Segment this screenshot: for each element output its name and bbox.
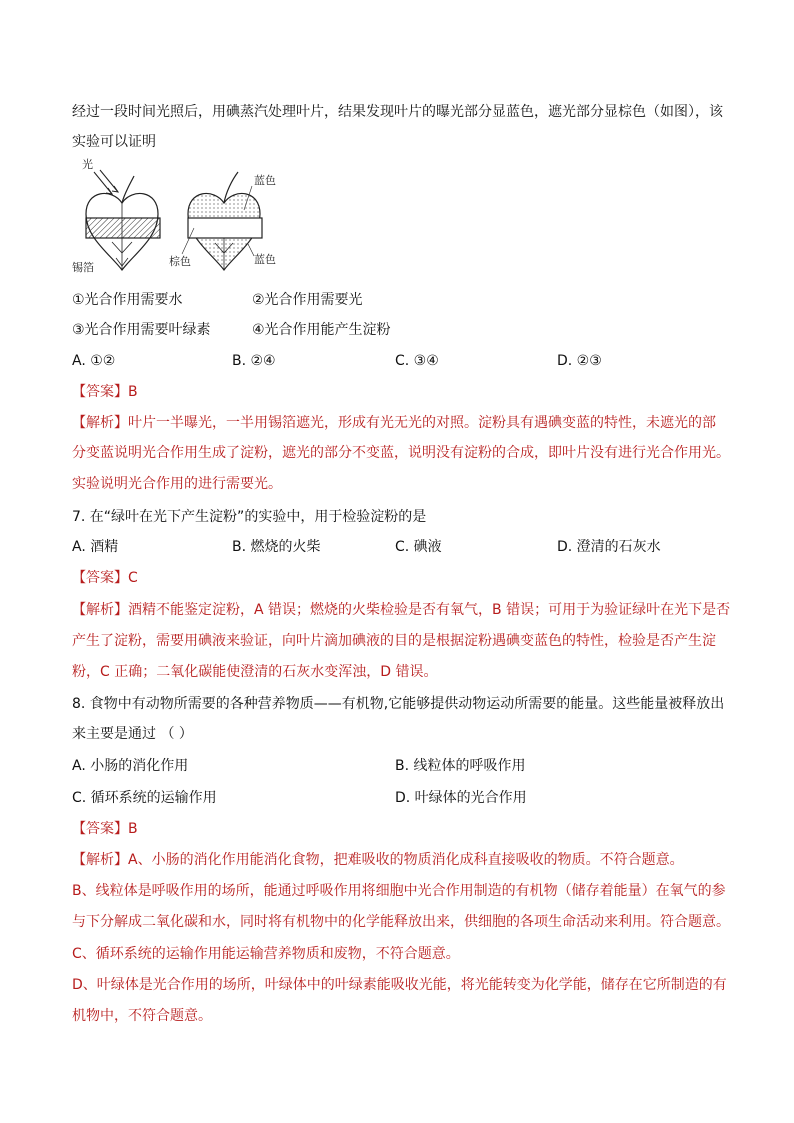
answer-tag: 【答案】 [72, 570, 128, 586]
q7-option-c: C. 碘液 [395, 539, 442, 555]
q8-answer [72, 819, 138, 839]
q6-analysis-line2: 分变蓝说明光合作用生成了淀粉，遮光的部分不变蓝，说明没有淀粉的合成，即叶片没有进行光合作用光。 [72, 445, 730, 461]
label-light: 光 [82, 158, 93, 171]
leaf-diagram [72, 158, 292, 278]
q7-option-a: A. 酒精 [72, 539, 119, 555]
answer-tag: 【答案】 [72, 384, 128, 400]
brown-band [188, 218, 262, 238]
analysis-text: 酒精不能鉴定淀粉，A 错误；燃烧的火柴检验是否有氧气，B 错误；可用于为验证绿叶在光下是否 [128, 602, 731, 618]
q6-option-c: C. ③④ [395, 353, 439, 369]
q8-analysis-line4: C、循环系统的运输作用能运输营养物质和废物，不符合题意。 [72, 946, 460, 962]
analysis-tag: 【解析】 [72, 852, 128, 868]
q6-stem-line2: 实验可以证明 [72, 134, 156, 150]
label-foil: 锡箔 [72, 261, 94, 274]
analysis-text: A、小肠的消化作用能消化食物，把难吸收的物质消化成科直接吸收的物质。不符合题意。 [128, 852, 684, 868]
q7-option-b: B. 燃烧的火柴 [232, 539, 321, 555]
q6-analysis-line1 [72, 413, 716, 433]
q8-stem-line2: 来主要是通过 （ ） [72, 726, 193, 742]
q6-statement-1: ①光合作用需要水 [72, 292, 183, 308]
q6-statement-4: ④光合作用能产生淀粉 [252, 322, 391, 338]
q8-stem-line1: 8. 食物中有动物所需要的各种营养物质——有机物,它能够提供动物运动所需要的能量。这些能量被释放出 [72, 696, 725, 712]
q7-analysis-line1 [72, 600, 730, 620]
q6-option-a: A. ①② [72, 353, 116, 369]
analysis-tag: 【解析】 [72, 602, 128, 618]
q7-analysis-line3: 粉，C 正确；二氧化碳能使澄清的石灰水变浑浊，D 错误。 [72, 664, 438, 680]
q7-option-d: D. 澄清的石灰水 [557, 539, 661, 555]
q7-stem: 7. 在“绿叶在光下产生淀粉”的实验中，用于检验淀粉的是 [72, 509, 427, 525]
q8-option-c: C. 循环系统的运输作用 [72, 790, 217, 806]
q8-analysis-line2: B、线粒体是呼吸作用的场所，能通过呼吸作用将细胞中光合作用制造的有机物（储存着能量）在氧气的参 [72, 883, 726, 899]
label-blue-bottom: 蓝色 [254, 253, 276, 266]
q8-option-a: A. 小肠的消化作用 [72, 758, 189, 774]
q6-stem-line1: 经过一段时间光照后，用碘蒸汽处理叶片，结果发现叶片的曝光部分显蓝色，遮光部分显棕色（如图），该 [72, 104, 723, 120]
left-leaf [86, 170, 160, 270]
q6-analysis-line3: 实验说明光合作用的进行需要光。 [72, 476, 282, 492]
answer-value: B [128, 821, 138, 837]
label-blue-top: 蓝色 [254, 174, 276, 187]
q8-analysis-line6: 机物中，不符合题意。 [72, 1008, 212, 1024]
q6-statement-2: ②光合作用需要光 [252, 292, 363, 308]
answer-tag: 【答案】 [72, 821, 128, 837]
q8-option-b: B. 线粒体的呼吸作用 [395, 758, 526, 774]
q8-analysis-line1 [72, 850, 684, 870]
answer-value: C [128, 570, 138, 586]
q7-answer [72, 568, 138, 588]
analysis-text: 叶片一半曝光，一半用锡箔遮光，形成有光无光的对照。淀粉具有遇碘变蓝的特性，未遮光的部 [128, 415, 716, 431]
analysis-tag: 【解析】 [72, 415, 128, 431]
foil-strip [86, 218, 160, 238]
q6-option-b: B. ②④ [232, 353, 276, 369]
q6-statement-3: ③光合作用需要叶绿素 [72, 322, 211, 338]
label-brown: 棕色 [169, 255, 191, 268]
q8-analysis-line5: D、叶绿体是光合作用的场所，叶绿体中的叶绿素能吸收光能，将光能转变为化学能，储存在它所制造的有 [72, 977, 727, 993]
q6-answer [72, 382, 138, 402]
right-leaf [182, 172, 262, 270]
q8-analysis-line3: 与下分解成二氧化碳和水，同时将有机物中的化学能释放出来，供细胞的各项生命活动来利用。符合题意。 [72, 914, 730, 930]
q7-analysis-line2: 产生了淀粉，需要用碘液来验证，向叶片滴加碘液的目的是根据淀粉遇碘变蓝色的特性，检验是否产生淀 [72, 633, 716, 649]
q8-option-d: D. 叶绿体的光合作用 [395, 790, 527, 806]
answer-value: B [128, 384, 138, 400]
leaf-experiment-figure [72, 158, 292, 278]
q6-option-d: D. ②③ [557, 353, 602, 369]
